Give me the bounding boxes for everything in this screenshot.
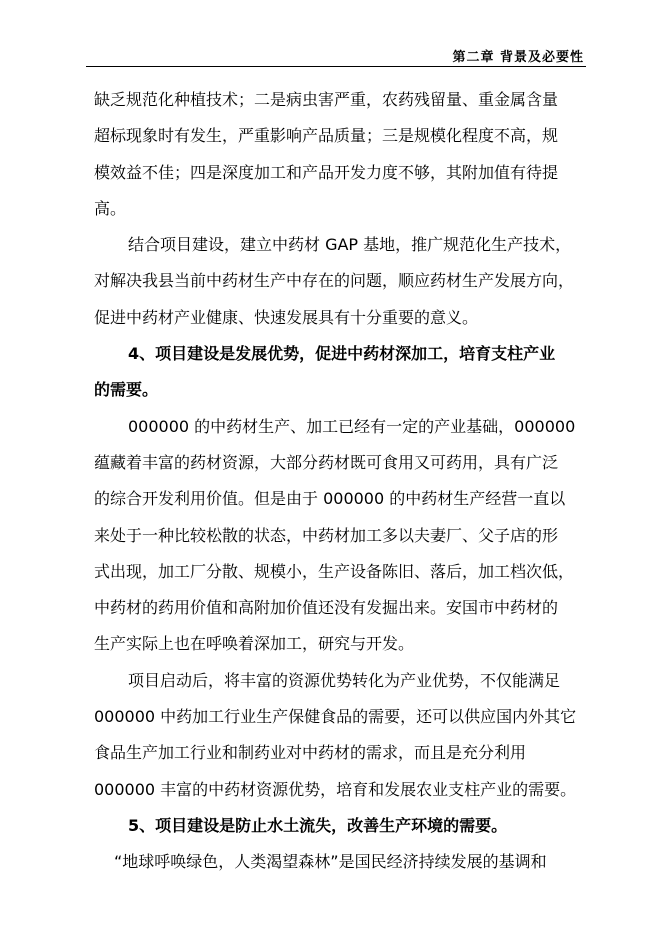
text-line: 来处于一种比较松散的状态，中药材加工多以夫妻厂、父子店的形 (94, 525, 559, 545)
text-line: 模效益不佳；四是深度加工和产品开发力度不够，其附加值有待提 (94, 162, 559, 182)
text-line: 结合项目建设，建立中药材 GAP 基地，推广规范化生产技术， (128, 235, 572, 255)
text-line: 000000 的中药材生产、加工已经有一定的产业基础，000000 (128, 416, 576, 436)
section-heading-4: 4、项目建设是发展优势，促进中药材深加工，培育支柱产业 (128, 344, 556, 364)
text-line: 的综合开发利用价值。但是由于 000000 的中药材生产经营一直以 (94, 489, 566, 509)
text-line: 蕴藏着丰富的药材资源，大部分药材既可食用又可药用，具有广泛 (94, 452, 559, 472)
text-line: 对解决我县当前中药材生产中存在的问题，顺应药材生产发展方向， (94, 271, 575, 291)
text-line: 中药材的药用价值和高附加价值还没有发掘出来。安国市中药材的 (94, 598, 559, 618)
text-line: 000000 丰富的中药材资源优势，培育和发展农业支柱产业的需要。 (94, 779, 577, 799)
text-line: 超标现象时有发生，严重影响产品质量；三是规模化程度不高，规 (94, 126, 559, 146)
text-line: 项目启动后，将丰富的资源优势转化为产业优势，不仅能满足 (128, 670, 561, 690)
text-line: 000000 中药加工行业生产保健食品的需要，还可以供应国内外其它 (94, 707, 577, 727)
page-header (86, 44, 586, 67)
document-body (94, 82, 594, 881)
chapter-title: 第二章 背景及必要性 (452, 50, 584, 65)
text-line: 促进中药材产业健康、快速发展具有十分重要的意义。 (94, 307, 479, 327)
text-line: “地球呼唤绿色，人类渴望森林”是国民经济持续发展的基调和 (114, 852, 547, 872)
text-line: 式出现，加工厂分散、规模小，生产设备陈旧、落后，加工档次低， (94, 561, 575, 581)
section-heading-5: 5、项目建设是防止水土流失，改善生产环境的需要。 (128, 815, 508, 835)
text-line: 食品生产加工行业和制药业对中药材的需求，而且是充分利用 (94, 743, 527, 763)
section-heading-4-continued: 的需要。 (94, 380, 159, 400)
text-line: 高。 (94, 198, 127, 218)
text-line: 生产实际上也在呼唤着深加工，研究与开发。 (94, 634, 415, 654)
text-line: 缺乏规范化种植技术；二是病虫害严重，农药残留量、重金属含量 (94, 90, 559, 109)
